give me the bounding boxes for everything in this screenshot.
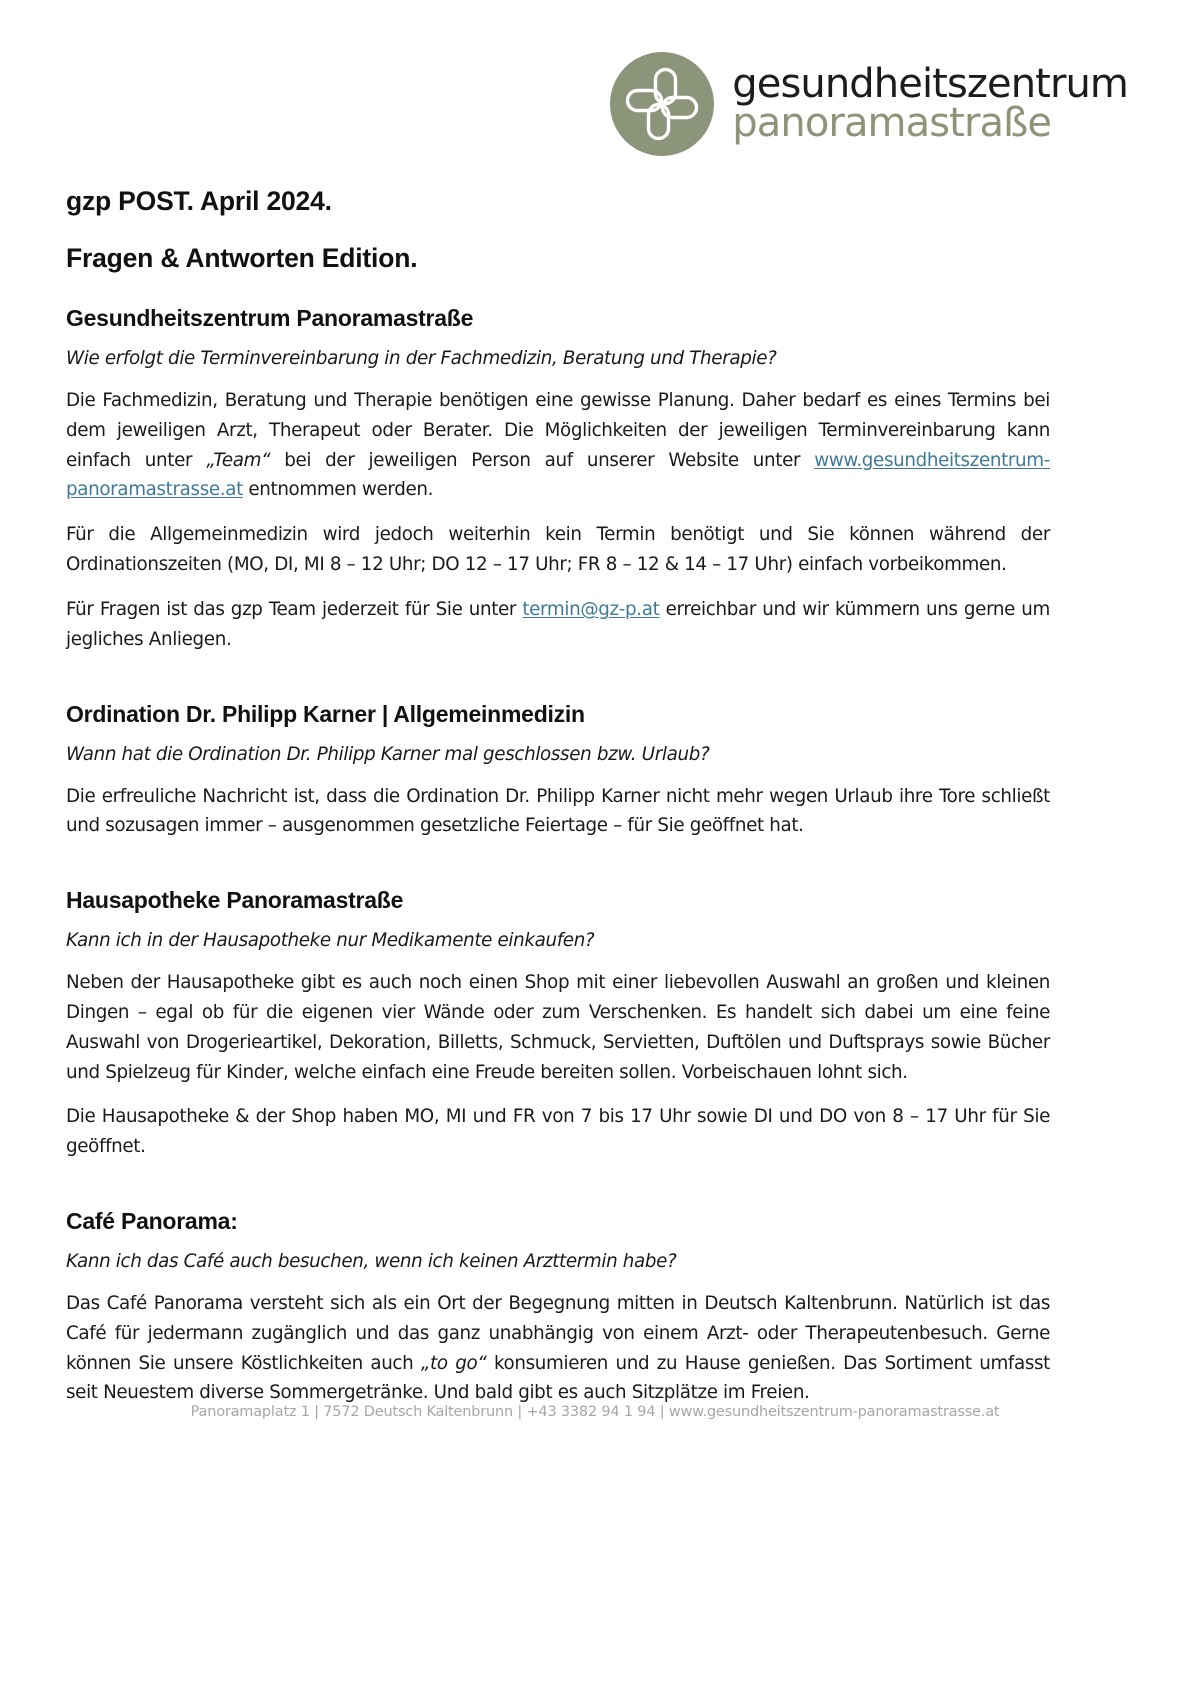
content-section <box>66 701 1050 842</box>
section-paragraph: Die erfreuliche Nachricht ist, dass die Ordination Dr. Philipp Karner nicht mehr wegen Urlaub ihre Tore schließt und sozusagen immer – ausgenommen gesetzliche Feiertage – für Sie geöffnet hat. <box>66 785 1050 837</box>
emphasis-text: „to go“ <box>420 1352 487 1374</box>
section-question: Wann hat die Ordination Dr. Philipp Karner mal geschlossen bzw. Urlaub? <box>66 743 710 765</box>
section-spacer <box>66 655 1050 701</box>
page-title-line1: gzp POST. April 2024. <box>66 186 332 216</box>
section-paragraph: Die Fachmedizin, Beratung und Therapie benötigen eine gewisse Planung. Daher bedarf es eines Termins bei dem jeweiligen Arzt, Therapeut oder Berater. Die Möglichkeiten der jeweiligen Terminvereinbarung kann einfach unter „Team“ bei der jeweiligen Person auf unserer Website unter www.gesundheitszentrum-panoramastrasse.at entnommen werden. <box>66 390 1051 501</box>
gzp-pinwheel-emblem-icon <box>610 52 714 156</box>
brand-wordmark-line2: panoramastraße <box>732 100 1052 146</box>
content-section <box>66 305 1050 655</box>
section-paragraph: Das Café Panorama versteht sich als ein Ort der Begegnung mitten in Deutsch Kaltenbrunn. Natürlich ist das Café für jedermann zugänglich und das ganz unabhängig von einem Arzt- oder Therapeutenbesuch. Gerne können Sie unsere Köstlichkeiten auch „to go“ konsumieren und zu Hause genießen. Das Sortiment umfasst seit Neuestem diverse Sommergetränke. Und bald gibt es auch Sitzplätze im Freien. <box>66 1293 1051 1404</box>
section-question: Wie erfolgt die Terminvereinbarung in der Fachmedizin, Beratung und Therapie? <box>66 348 777 369</box>
section-paragraph: Neben der Hausapotheke gibt es auch noch einen Shop mit einer liebevollen Auswahl an großen und kleinen Dingen – egal ob für die eigenen vier Wände oder zum Verschenken. Es handelt sich dabei um eine feine Auswahl von Drogerieartikel, Dekoration, Billetts, Schmuck, Servietten, Duftölen und Duftsprays sowie Bücher und Spielzeug für Kinder, welche einfach eine Freude bereiten sollen. Vorbeischauen lohnt sich. <box>66 972 1050 1083</box>
section-question: Kann ich in der Hausapotheke nur Medikamente einkaufen? <box>66 930 595 952</box>
section-paragraph: Für Fragen ist das gzp Team jederzeit für Sie unter termin@gz-p.at erreichbar und wir kümmern uns gerne um jegliches Anliegen. <box>66 598 1050 650</box>
section-heading: Gesundheitszentrum Panoramastraße <box>66 305 474 331</box>
page-footer: Panoramaplatz 1 | 7572 Deutsch Kaltenbrunn | +43 3382 94 1 94 | www.gesundheitszentrum-panoramastrasse.at <box>190 1404 1000 1420</box>
section-spacer <box>66 1162 1050 1208</box>
brand-wordmark <box>732 61 1128 146</box>
brand-logo <box>610 52 1128 156</box>
brand-wordmark-line1: gesundheitszentrum <box>732 61 1128 108</box>
page-title-line2: Fragen & Antworten Edition. <box>66 243 418 273</box>
page-title <box>66 186 1046 274</box>
section-question: Kann ich das Café auch besuchen, wenn ich keinen Arzttermin habe? <box>66 1251 677 1272</box>
content-section <box>66 887 1050 1162</box>
document-content <box>66 305 1050 1408</box>
website-link[interactable]: www.gesundheitszentrum-panoramastrasse.at <box>66 449 1051 501</box>
content-section <box>66 1208 1050 1408</box>
section-heading: Café Panorama: <box>66 1208 238 1234</box>
section-paragraph: Die Hausapotheke & der Shop haben MO, MI und FR von 7 bis 17 Uhr sowie DI und DO von 8 – 17 Uhr für Sie geöffnet. <box>66 1106 1050 1158</box>
section-paragraph: Für die Allgemeinmedizin wird jedoch weiterhin kein Termin benötigt und Sie können während der Ordinationszeiten (MO, DI, MI 8 – 12 Uhr; DO 12 – 17 Uhr; FR 8 – 12 & 14 – 17 Uhr) einfach vorbeikommen. <box>66 524 1050 576</box>
emphasis-text: „Team“ <box>206 449 271 471</box>
section-heading: Ordination Dr. Philipp Karner | Allgemeinmedizin <box>66 700 585 727</box>
email-link[interactable]: termin@gz-p.at <box>522 598 660 620</box>
section-spacer <box>66 841 1050 887</box>
section-heading: Hausapotheke Panoramastraße <box>66 887 404 914</box>
